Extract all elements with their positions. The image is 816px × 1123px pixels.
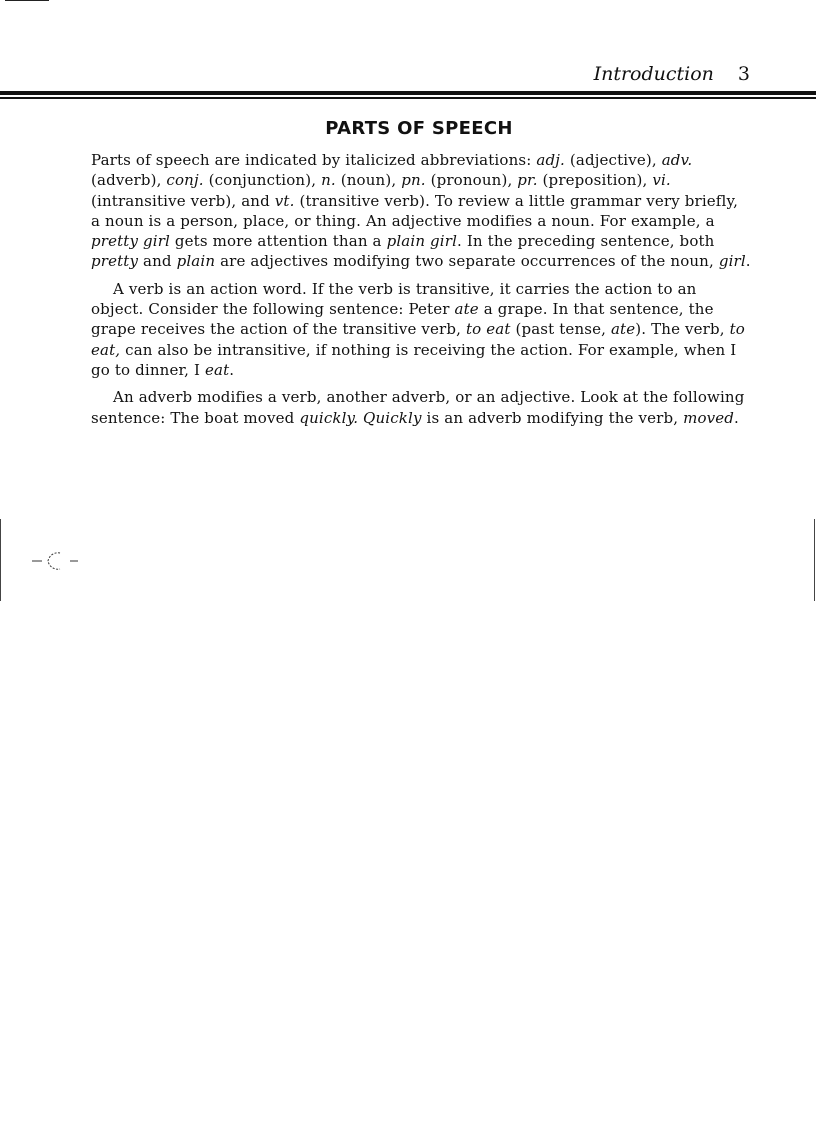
header-rule-thin	[0, 97, 816, 99]
header-rule-thick	[0, 91, 816, 95]
running-head	[594, 63, 750, 85]
crop-mark-top	[5, 0, 49, 1]
text-run: (pronoun),	[425, 171, 518, 190]
registration-mark-icon	[32, 549, 80, 573]
italic-term: n.	[321, 171, 336, 190]
italic-term: quickly.	[299, 408, 359, 427]
text-run: An adverb modifies a verb, another adverb, or an adjective. Look at the following sentence: The boat moved	[91, 388, 745, 427]
text-run: Parts of speech are indicated by italicized abbreviations:	[91, 151, 537, 169]
italic-term: vt.	[274, 191, 295, 210]
italic-term: ate	[454, 300, 479, 319]
italic-term: girl	[718, 252, 746, 271]
text-run: (preposition),	[537, 171, 653, 190]
page-number: 3	[737, 63, 750, 85]
italic-term: vi.	[652, 171, 671, 190]
text-run: (adverb),	[91, 171, 167, 190]
running-head-title: Introduction	[593, 63, 714, 85]
italic-term: pretty girl	[91, 232, 170, 251]
text-run: ). The verb,	[635, 320, 730, 339]
text-run: (transitive verb). To review a little grammar very briefly, a noun is a person, place, or thing. An adjective modifies a noun. For example, a	[91, 191, 739, 230]
italic-term: moved	[683, 408, 735, 427]
italic-term: pretty	[91, 252, 139, 271]
crop-mark-left	[0, 519, 1, 601]
text-run: (adjective),	[564, 151, 662, 169]
italic-term: to eat	[465, 320, 511, 339]
text-run: (intransitive verb), and	[91, 191, 275, 210]
italic-term: plain	[176, 252, 216, 271]
italic-term: to eat,	[91, 320, 745, 359]
italic-term: eat	[204, 360, 230, 379]
text-run: .	[734, 408, 739, 427]
text-run: gets more attention than a	[169, 232, 387, 251]
italic-term: pr.	[517, 171, 538, 190]
text-run: is an adverb modifying the verb,	[421, 408, 684, 427]
italic-term: conj.	[166, 171, 204, 190]
text-run: (conjunction),	[203, 171, 322, 190]
text-run: .	[229, 360, 235, 379]
text-run: .	[745, 252, 751, 271]
italic-term: pn.	[401, 171, 426, 190]
italic-term: ate	[610, 320, 636, 339]
italic-term: adv.	[661, 151, 693, 169]
text-run: . In the preceding sentence, both	[457, 232, 715, 251]
text-run: (noun),	[335, 171, 402, 190]
text-run: a grape. In that sentence, the grape receives the action of the transitive verb,	[91, 300, 714, 339]
paragraph	[91, 150, 751, 272]
text-run: and	[138, 252, 177, 271]
section-heading: PARTS OF SPEECH	[325, 118, 513, 139]
text-run: A verb is an action word. If the verb is transitive, it carries the action to an object. Consider the following sentence: Peter	[91, 279, 697, 319]
text-run: can also be intransitive, if nothing is receiving the action. For example, when I go to dinner, I	[91, 340, 737, 379]
text-run: (past tense,	[510, 320, 611, 339]
italic-term: adj.	[536, 151, 565, 169]
paragraph	[91, 387, 751, 428]
body-text	[91, 150, 751, 435]
italic-term: Quickly	[363, 408, 422, 427]
paragraph	[91, 279, 751, 380]
crop-mark-right	[814, 519, 815, 601]
text-run: are adjectives modifying two separate occurrences of the noun,	[215, 252, 719, 271]
italic-term: plain girl	[386, 232, 458, 251]
